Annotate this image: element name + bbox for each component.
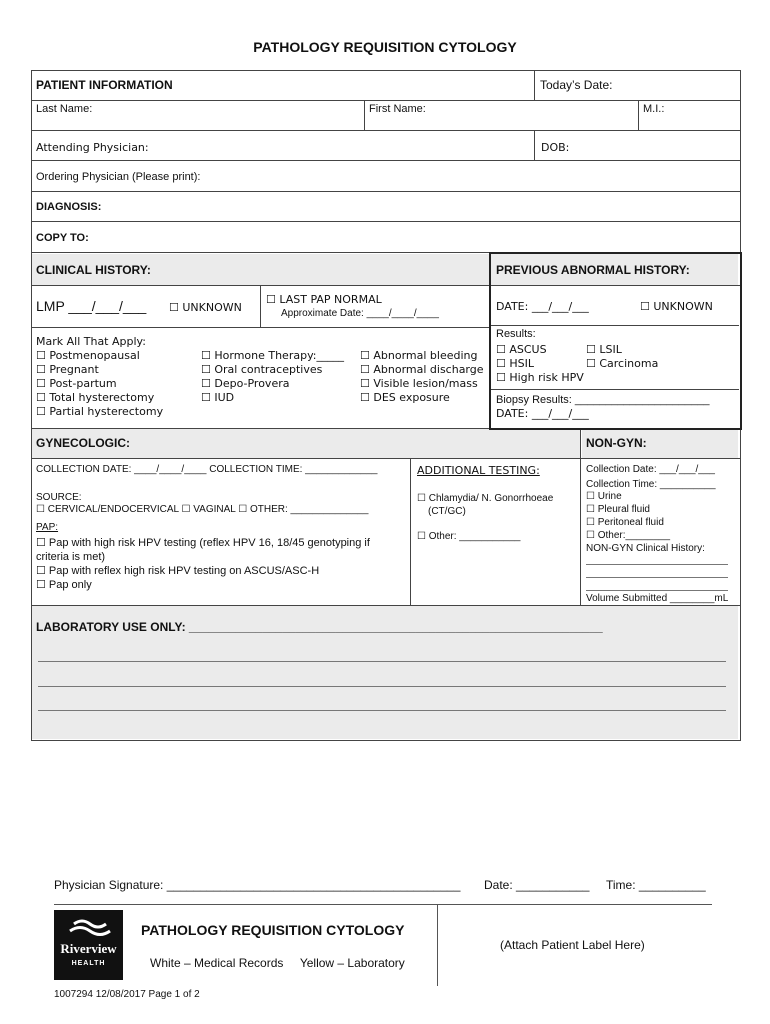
additional-testing-label: ADDITIONAL TESTING: (417, 464, 540, 477)
checkbox-urine[interactable]: ☐ Urine (586, 491, 622, 502)
checkbox-pap-hpv[interactable]: ☐ Pap with high risk HPV testing (reflex HPV 16, 18/45 genotyping if (36, 537, 370, 549)
form-id: 1007294 12/08/2017 Page 1 of 2 (54, 989, 200, 1000)
checkbox-pap-reflex[interactable]: ☐ Pap with reflex high risk HPV testing on ASCUS/ASC-H (36, 565, 320, 577)
approximate-date-field[interactable]: Approximate Date: ____/____/____ (281, 308, 439, 319)
results-label: Results: (496, 328, 536, 340)
lab-line-2[interactable] (38, 686, 726, 687)
checkbox-chlamydia[interactable]: ☐ Chlamydia/ N. Gonorrhoeae (417, 493, 554, 504)
checkbox-lsil[interactable]: ☐ LSIL (586, 343, 622, 356)
nongyn-history-line-3[interactable] (586, 590, 728, 591)
source-options[interactable]: ☐ CERVICAL/ENDOCERVICAL ☐ VAGINAL ☐ OTHER: ______________ (36, 504, 369, 515)
checkbox-hsil[interactable]: ☐ HSIL (496, 357, 534, 370)
lmp-field[interactable]: LMP ___/___/___ (36, 298, 147, 314)
pap-hpv-continued: criteria is met) (36, 551, 106, 563)
mi-field[interactable]: M.I.: (643, 103, 665, 115)
gynecologic-heading: GYNECOLOGIC: (36, 436, 131, 450)
footer-copies: White – Medical Records Yellow – Laboratory (150, 956, 405, 970)
checkbox-hormone-therapy[interactable]: ☐ Hormone Therapy:_____ (201, 349, 344, 362)
lab-line-3[interactable] (38, 710, 726, 711)
footer-title: PATHOLOGY REQUISITION CYTOLOGY (141, 922, 405, 938)
ordering-physician-field[interactable]: Ordering Physician (Please print): (36, 171, 201, 183)
checkbox-oral-contraceptives[interactable]: ☐ Oral contraceptives (201, 363, 323, 376)
checkbox-pap-only[interactable]: ☐ Pap only (36, 579, 92, 591)
biopsy-results-field[interactable]: Biopsy Results: ______________________ (496, 394, 710, 406)
mark-all-label: Mark All That Apply: (36, 335, 146, 348)
page-title: PATHOLOGY REQUISITION CYTOLOGY (253, 39, 517, 55)
checkbox-other-testing[interactable]: ☐ Other: ___________ (417, 531, 521, 542)
lab-line-1[interactable] (38, 661, 726, 662)
checkbox-high-risk-hpv[interactable]: ☐ High risk HPV (496, 371, 584, 384)
checkbox-postmenopausal[interactable]: ☐ Postmenopausal (36, 349, 140, 362)
nongyn-collection-date[interactable]: Collection Date: ___/___/___ (586, 464, 715, 475)
previous-unknown-checkbox[interactable]: ☐ UNKNOWN (640, 300, 713, 313)
patient-label-area[interactable]: (Attach Patient Label Here) (500, 938, 645, 952)
source-label: SOURCE: (36, 492, 82, 503)
wave-icon (54, 914, 123, 944)
riverview-logo (54, 910, 123, 980)
first-name-field[interactable]: First Name: (369, 103, 426, 115)
attending-physician-field[interactable]: Attending Physician: (36, 141, 149, 154)
nongyn-clinical-history-label: NON-GYN Clinical History: (586, 543, 705, 554)
checkbox-pleural-fluid[interactable]: ☐ Pleural fluid (586, 504, 650, 515)
signature-date-field[interactable]: Date: ___________ (484, 878, 590, 892)
nongyn-collection-time[interactable]: Collection Time: __________ (586, 479, 716, 490)
checkbox-iud[interactable]: ☐ IUD (201, 391, 235, 404)
previous-date-field[interactable]: DATE: ___/___/___ (496, 300, 589, 313)
checkbox-abnormal-discharge[interactable]: ☐ Abnormal discharge (360, 363, 484, 376)
checkbox-carcinoma[interactable]: ☐ Carcinoma (586, 357, 659, 370)
non-gyn-heading: NON-GYN: (586, 436, 647, 450)
biopsy-date-field[interactable]: DATE: ___/___/___ (496, 407, 589, 420)
checkbox-depo-provera[interactable]: ☐ Depo-Provera (201, 377, 290, 390)
physician-signature-field[interactable]: Physician Signature: ____________________________________________ (54, 878, 461, 892)
logo-name: Riverview (60, 941, 117, 956)
previous-history-heading: PREVIOUS ABNORMAL HISTORY: (496, 263, 690, 277)
checkbox-des-exposure[interactable]: ☐ DES exposure (360, 391, 450, 404)
checkbox-peritoneal-fluid[interactable]: ☐ Peritoneal fluid (586, 517, 664, 528)
checkbox-partial-hysterectomy[interactable]: ☐ Partial hysterectomy (36, 405, 164, 418)
checkbox-post-partum[interactable]: ☐ Post-partum (36, 377, 117, 390)
checkbox-other-nongyn[interactable]: ☐ Other:________ (586, 530, 671, 541)
clinical-history-heading: CLINICAL HISTORY: (36, 263, 151, 277)
checkbox-visible-lesion[interactable]: ☐ Visible lesion/mass (360, 377, 478, 390)
pap-label: PAP: (36, 522, 59, 533)
checkbox-ascus[interactable]: ☐ ASCUS (496, 343, 547, 356)
diagnosis-field[interactable]: DIAGNOSIS: (36, 201, 102, 213)
laboratory-heading: LABORATORY USE ONLY: ______________________________________________________________ (36, 620, 603, 634)
checkbox-abnormal-bleeding[interactable]: ☐ Abnormal bleeding (360, 349, 478, 362)
lmp-unknown-checkbox[interactable]: ☐ UNKNOWN (169, 301, 242, 314)
ctgc-label: (CT/GC) (428, 506, 466, 517)
copy-to-field[interactable]: COPY TO: (36, 232, 89, 244)
volume-submitted-field[interactable]: Volume Submitted ________mL (586, 593, 729, 604)
last-name-field[interactable]: Last Name: (36, 103, 93, 115)
todays-date-field[interactable]: Today’s Date: (540, 78, 613, 92)
checkbox-pregnant[interactable]: ☐ Pregnant (36, 363, 99, 376)
gyn-collection-field[interactable]: COLLECTION DATE: ____/____/____ COLLECTION TIME: _____________ (36, 464, 378, 475)
last-pap-normal-checkbox[interactable]: ☐ LAST PAP NORMAL (266, 293, 382, 306)
checkbox-total-hysterectomy[interactable]: ☐ Total hysterectomy (36, 391, 155, 404)
signature-time-field[interactable]: Time: __________ (606, 878, 706, 892)
nongyn-history-line-1[interactable] (586, 564, 728, 565)
patient-info-heading: PATIENT INFORMATION (36, 78, 173, 92)
nongyn-history-line-2[interactable] (586, 577, 728, 578)
logo-sub: HEALTH (71, 960, 106, 967)
dob-field[interactable]: DOB: (541, 141, 570, 154)
